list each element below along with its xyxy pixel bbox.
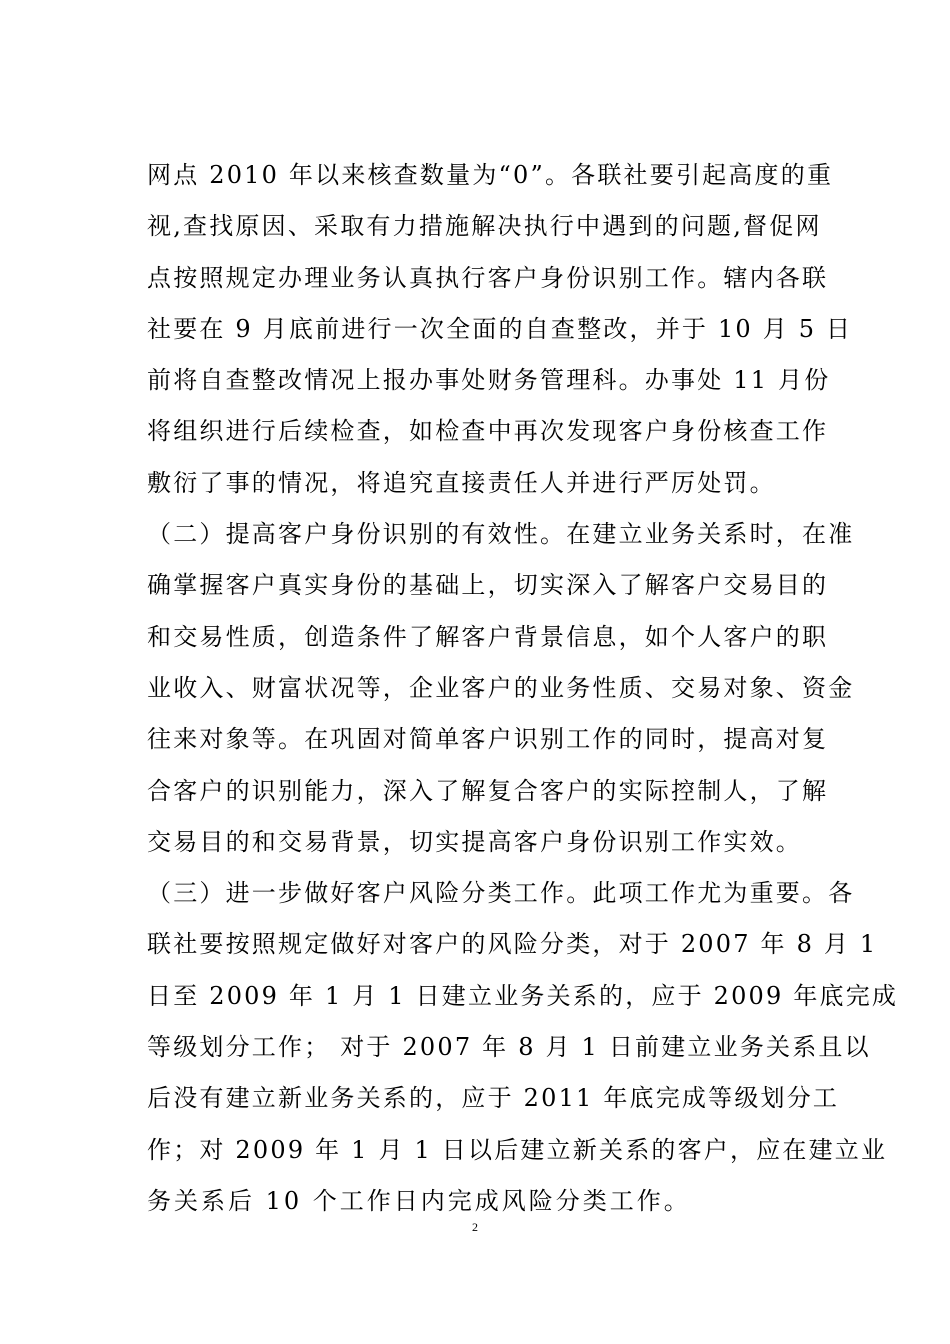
text-line: 业收入、财富状况等，企业客户的业务性质、交易对象、资金 xyxy=(147,673,855,702)
text-line: 敷衍了事的情况，将追究直接责任人并进行严厉处罚。 xyxy=(147,468,776,497)
text-line: 等级划分工作； 对于 2007 年 8 月 1 日前建立业务关系且以 xyxy=(147,1033,871,1062)
text-line: 作；对 2009 年 1 月 1 日以后建立新关系的客户，应在建立业 xyxy=(147,1135,888,1164)
text-line: 后没有建立新业务关系的，应于 2011 年底完成等级划分工 xyxy=(147,1084,840,1113)
text-line: 社要在 9 月底前进行一次全面的自查整改，并于 10 月 5 日 xyxy=(147,314,853,343)
text-line: 往来对象等。在巩固对简单客户识别工作的同时，提高对复 xyxy=(147,725,829,754)
section-heading-line: （三）进一步做好客户风险分类工作。此项工作尤为重要。各 xyxy=(147,879,855,908)
text-line: 合客户的识别能力，深入了解复合客户的实际控制人，了解 xyxy=(147,776,829,805)
text-line: 务关系后 10 个工作日内完成风险分类工作。 xyxy=(147,1186,691,1215)
text-line: 视,查找原因、采取有力措施解决执行中遇到的问题,督促网 xyxy=(147,212,822,241)
text-line: 网点 2010 年以来核查数量为“0”。各联社要引起高度的重 xyxy=(147,161,834,189)
body-text xyxy=(147,150,899,1227)
text-line: 日至 2009 年 1 月 1 日建立业务关系的，应于 2009 年底完成 xyxy=(147,981,899,1010)
text-line: 将组织进行后续检查，如检查中再次发现客户身份核查工作 xyxy=(147,417,829,446)
text-line: 和交易性质，创造条件了解客户背景信息，如个人客户的职 xyxy=(147,622,829,651)
section-heading-line: （二）提高客户身份识别的有效性。在建立业务关系时，在准 xyxy=(147,520,855,549)
text-line: 点按照规定办理业务认真执行客户身份识别工作。辖内各联 xyxy=(147,263,829,292)
text-line: 交易目的和交易背景，切实提高客户身份识别工作实效。 xyxy=(147,827,802,856)
text-line: 联社要按照规定做好对客户的风险分类，对于 2007 年 8 月 1 xyxy=(147,930,878,959)
text-line: 确掌握客户真实身份的基础上，切实深入了解客户交易目的 xyxy=(147,571,829,600)
page-number: 2 xyxy=(472,1220,478,1234)
text-line: 前将自查整改情况上报办事处财务管理科。办事处 11 月份 xyxy=(147,366,831,395)
